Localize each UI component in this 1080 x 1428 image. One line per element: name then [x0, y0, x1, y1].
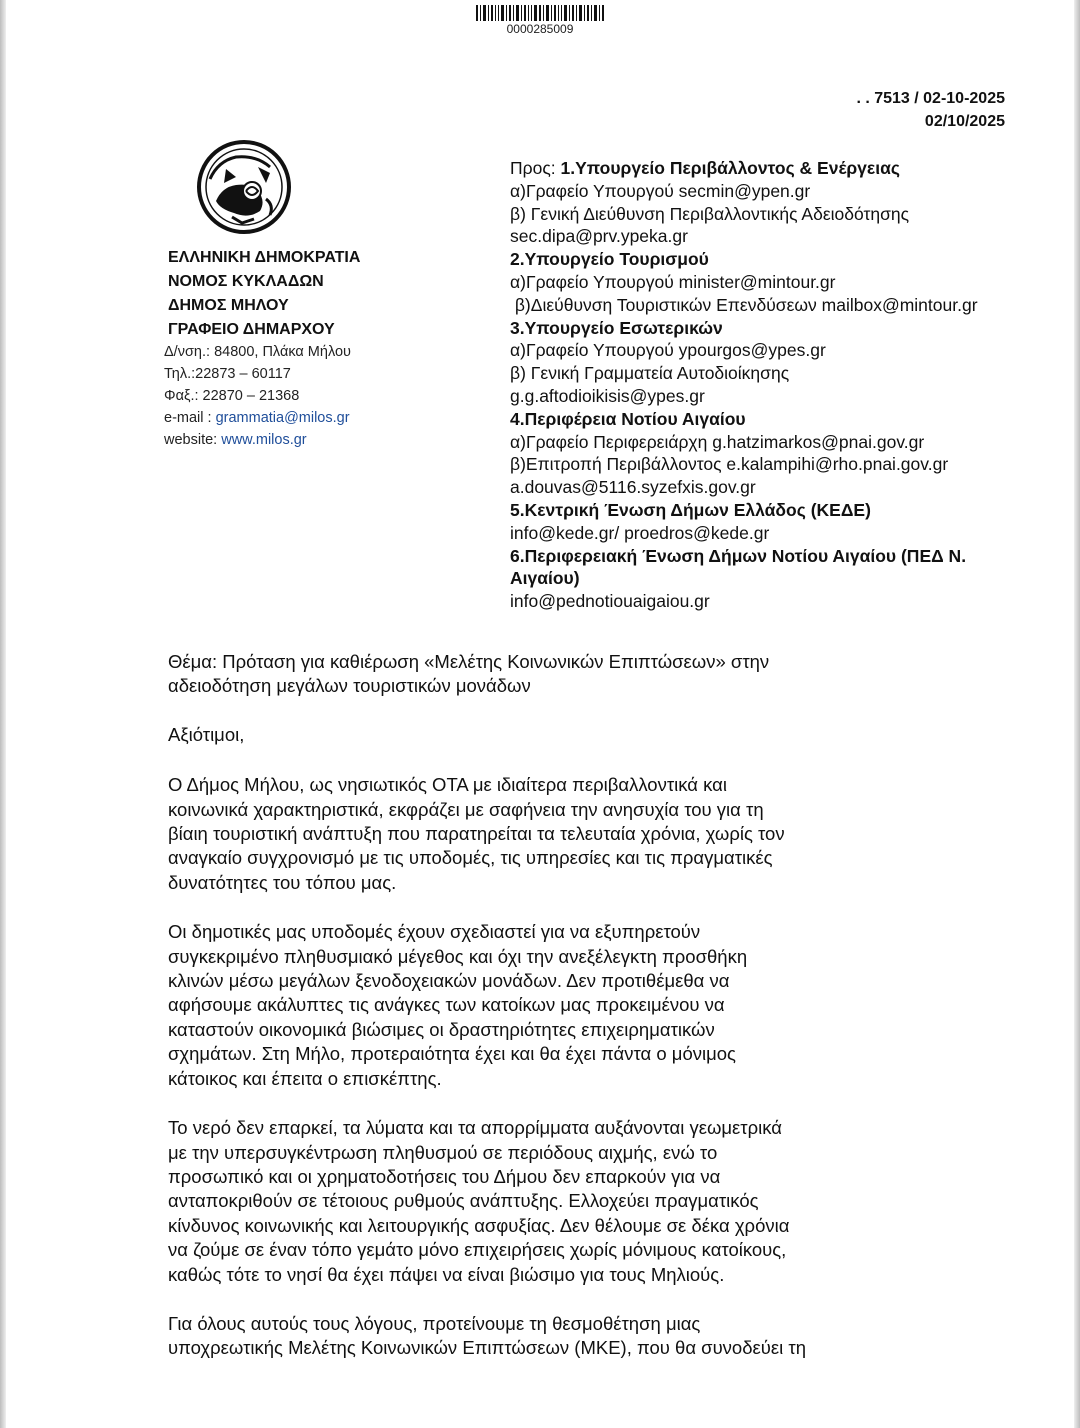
recipient-line: g.g.aftodioikisis@ypes.gr [510, 385, 705, 406]
protocol-date: 02/10/2025 [924, 113, 1005, 130]
paragraph-line: αναγκαίο συγχρονισμό με τις υποδομές, τις υπηρεσίες και τις πραγματικές [168, 847, 773, 869]
paragraph-line: βίαιη τουριστική ανάπτυξη που παρατηρείται τα τελευταία χρόνια, χωρίς τον [168, 823, 785, 845]
paragraph [168, 920, 928, 1091]
paragraph-line: κοινωνικά χαρακτηριστικά, εκφράζει με σαφήνεια την ανησυχία του για τη [168, 798, 764, 820]
recipients-block [510, 157, 978, 613]
recipient-line: β)Διεύθυνση Τουριστικών Επενδύσεων mailbox@mintour.gr [510, 294, 978, 315]
protocol-block [856, 87, 1005, 133]
website-line [164, 429, 351, 451]
subject-line: αδειοδότηση μεγάλων τουριστικών μονάδων [168, 675, 531, 697]
address-line: Δ/νση.: 84800, Πλάκα Μήλου [164, 344, 351, 360]
recipient-ministry: 6.Περιφερειακή Ένωση Δήμων Νοτίου Αιγαίου (ΠΕΔ Ν. [510, 545, 967, 566]
paragraph-line: σχημάτων. Στη Μήλο, προτεραιότητα έχει και θα έχει πάντα ο μόνιμος [168, 1043, 736, 1065]
paragraph-line: κίνδυνος κοινωνικής και λειτουργικής ασφυξίας. Δεν θέλουμε σε δέκα χρόνια [168, 1214, 790, 1236]
paragraph-line: αφήσουμε ακάλυπτες τις ανάγκες των κατοίκων μας προκειμένου να [168, 994, 725, 1016]
paragraph [168, 773, 928, 895]
paragraph-line: Οι δημοτικές μας υποδομές έχουν σχεδιαστεί για να εξυπηρετούν [168, 921, 701, 943]
sender-line: ΓΡΑΦΕΙΟ ΔΗΜΑΡΧΟΥ [168, 321, 335, 338]
paragraph-line: με την υπερσυγκέντρωση πληθυσμού σε περιόδους αιχμής, ενώ το [168, 1141, 718, 1163]
recipient-line: β) Γενική Διεύθυνση Περιβαλλοντικής Αδειοδότησης [510, 203, 910, 224]
recipient-line: β) Γενική Γραμματεία Αυτοδιοίκησης [510, 363, 790, 384]
recipient-ministry: 2.Υπουργείο Τουρισμού [510, 249, 709, 270]
paragraph-line: Για όλους αυτούς τους λόγους, προτείνουμε τη θεσμοθέτηση μιας [168, 1312, 701, 1334]
recipient-line: α)Γραφείο Υπουργού secmin@ypen.gr [510, 180, 811, 201]
website-label: website: [164, 432, 222, 448]
email-link[interactable]: grammatia@milos.gr [215, 410, 350, 426]
recipient-ministry: 3.Υπουργείο Εσωτερικών [510, 317, 723, 338]
paragraph-line: Ο Δήμος Μήλου, ως νησιωτικός ΟΤΑ με ιδιαίτερα περιβαλλοντικά και [168, 774, 727, 796]
paragraph-line: συγκεκριμένο πληθυσμιακό μέγεθος και όχι την ανεξέλεγκτη προσθήκη [168, 945, 748, 967]
recipient-line: sec.dipa@prv.ypeka.gr [510, 226, 688, 247]
recipient-line: α)Γραφείο Υπουργού minister@mintour.gr [510, 271, 836, 292]
paragraph-line: ανταποκριθούν σε τέτοιους ρυθμούς ανάπτυξης. Ελλοχεύει πραγματικός [168, 1190, 759, 1212]
subject-line: Θέμα: Πρόταση για καθιέρωση «Μελέτης Κοινωνικών Επιπτώσεων» στην [168, 651, 770, 672]
protocol-number: . . 7513 / 02-10-2025 [856, 90, 1005, 107]
recipient-ministry: 1.Υπουργείο Περιβάλλοντος & Ενέργειας [560, 158, 900, 178]
contact-block [164, 341, 351, 451]
barcode-icon [476, 5, 604, 21]
paragraph [168, 1312, 928, 1361]
recipient-line: α)Γραφείο Περιφερειάρχη g.hatzimarkos@pnai.gov.gr [510, 431, 925, 452]
recipient-ministry: Αιγαίου) [510, 568, 580, 589]
recipients-prefix: Προς: [510, 158, 561, 178]
paragraph-line: κλινών μέσω μεγάλων ξενοδοχειακών μονάδων. Δεν προτιθέμεθα να [168, 970, 730, 992]
paragraph-line: καθώς τότε το νησί θα έχει πάψει να είναι βιώσιμο για τους Μηλιούς. [168, 1263, 725, 1285]
website-link[interactable]: www.milos.gr [221, 432, 307, 448]
recipient-line: α)Γραφείο Υπουργού ypourgos@ypes.gr [510, 340, 826, 361]
municipality-seal-icon [196, 139, 292, 235]
paragraph-line: κάτοικος και έπειτα ο επισκέπτης. [168, 1067, 442, 1089]
letter-body [168, 650, 928, 1361]
recipient-line: a.douvas@5116.syzefxis.gov.gr [510, 477, 756, 498]
fax-line: Φαξ.: 22870 – 21368 [164, 388, 300, 404]
paragraph-line: δυνατότητες του τόπου μας. [168, 871, 397, 893]
sender-line: ΕΛΛΗΝΙΚΗ ΔΗΜΟΚΡΑΤΙΑ [168, 249, 361, 266]
recipient-ministry: 5.Κεντρική Ένωση Δήμων Ελλάδος (ΚΕΔΕ) [510, 499, 871, 520]
paragraph-line: Το νερό δεν επαρκεί, τα λύματα και τα απορρίμματα αυξάνονται γεωμετρικά [168, 1117, 782, 1139]
email-line [164, 407, 351, 429]
recipient-line: β)Επιτροπή Περιβάλλοντος e.kalampihi@rho.pnai.gov.gr [510, 454, 949, 475]
page-edge-left [0, 0, 6, 1428]
recipient-line: info@kede.gr/ proedros@kede.gr [510, 522, 770, 543]
sender-line: ΝΟΜΟΣ ΚΥΚΛΑΔΩΝ [168, 273, 324, 290]
sender-block [168, 246, 360, 342]
barcode-number: 0000285009 [506, 22, 574, 36]
paragraph-line: προσωπικό και οι χρηματοδοτήσεις του Δήμου δεν επαρκούν για να [168, 1165, 721, 1187]
page-edge-right [1074, 0, 1080, 1428]
subject [168, 650, 928, 699]
recipient-line: info@pednotiouaigaiou.gr [510, 591, 710, 612]
greeting: Αξιότιμοι, [168, 723, 245, 745]
recipient-ministry: 4.Περιφέρεια Νοτίου Αιγαίου [510, 408, 746, 429]
paragraph [168, 1116, 928, 1287]
recipient-line [510, 157, 978, 180]
paragraph-line: καταστούν οικονομικά βιώσιμες οι δραστηριότητες επιχειρηματικών [168, 1018, 715, 1040]
email-label: e-mail : [164, 410, 216, 426]
paragraph-line: υποχρεωτικής Μελέτης Κοινωνικών Επιπτώσεων (ΜΚΕ), που θα συνοδεύει τη [168, 1337, 806, 1359]
phone-line: Τηλ.:22873 – 60117 [164, 366, 291, 382]
paragraph-line: να ζούμε σε έναν τόπο γεμάτο μόνο επιχειρήσεις χωρίς μόνιμους κατοίκους, [168, 1239, 787, 1261]
sender-line: ΔΗΜΟΣ ΜΗΛΟΥ [168, 297, 289, 314]
